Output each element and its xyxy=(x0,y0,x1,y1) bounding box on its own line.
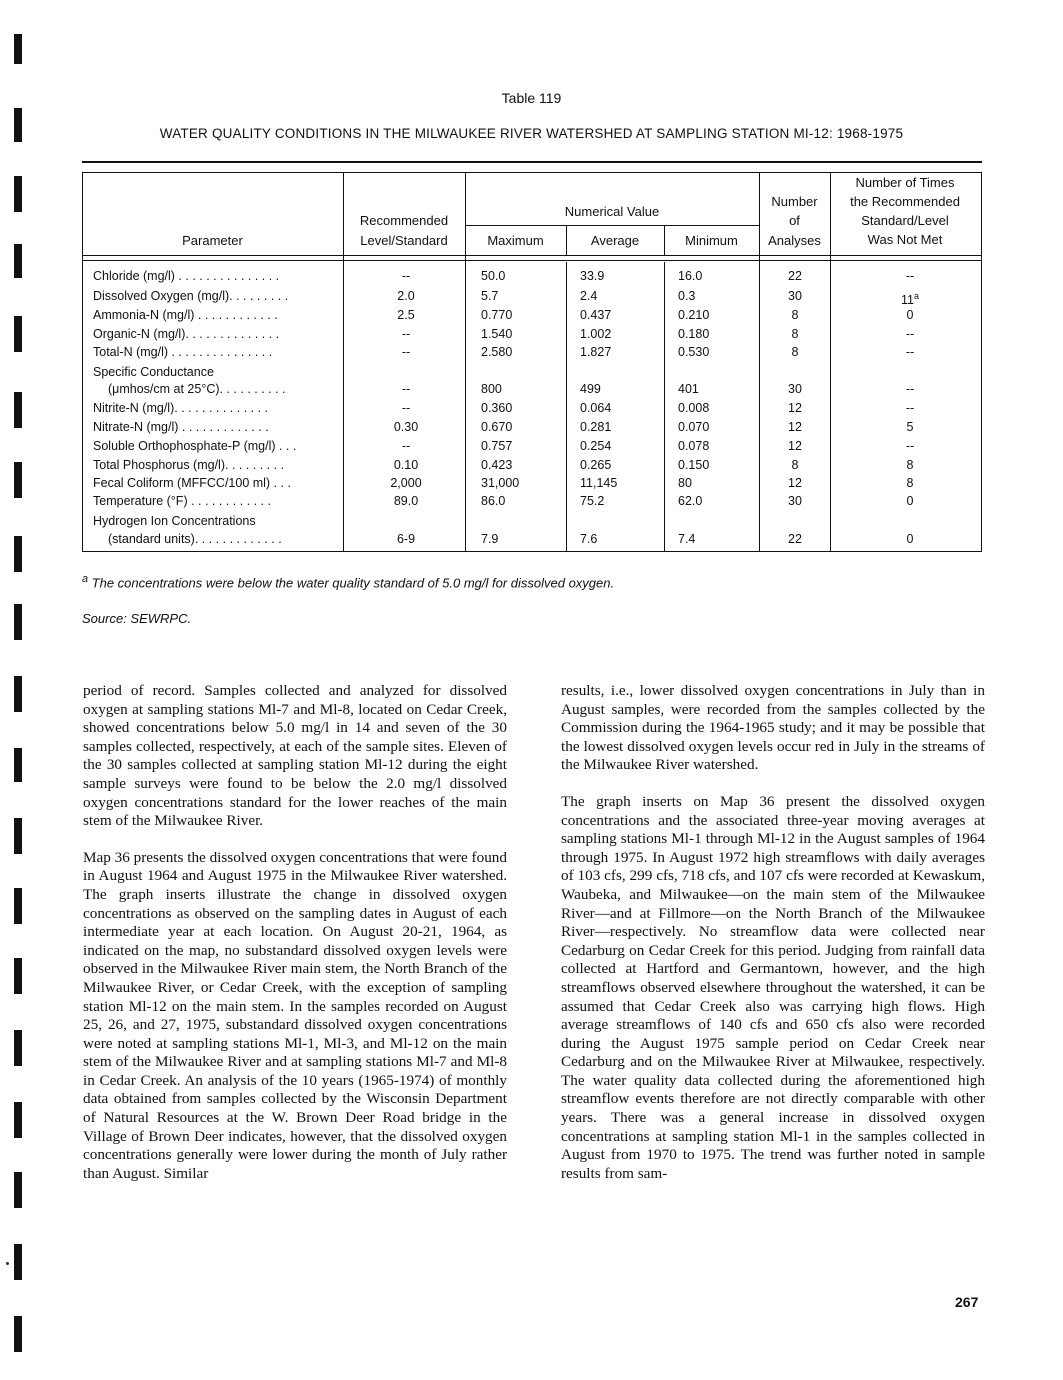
cell-times-not-met: 0 xyxy=(906,494,914,508)
text-column-left xyxy=(83,682,507,1201)
page-number: 267 xyxy=(955,1294,979,1310)
footnote-ref: a xyxy=(913,291,919,301)
cell-parameter: Ammonia-N (mg/l) . . . . . . . . . . . . xyxy=(93,308,278,322)
table-row xyxy=(0,343,1063,362)
table-source: Source: SEWRPC. xyxy=(82,611,192,626)
cell-maximum: 50.0 xyxy=(481,269,506,283)
cell-recommended: -- xyxy=(401,401,411,415)
cell-average: 33.9 xyxy=(580,269,605,283)
header-double-rule xyxy=(82,260,981,261)
cell-recommended: 2,000 xyxy=(390,476,422,490)
table-row xyxy=(0,380,1063,399)
cell-average: 0.437 xyxy=(580,308,612,322)
cell-times-not-met: 0 xyxy=(906,532,914,546)
header-maximum: Maximum xyxy=(487,233,544,248)
binder-mark xyxy=(14,1030,22,1066)
cell-maximum: 2.580 xyxy=(481,345,513,359)
cell-times-not-met: 8 xyxy=(906,458,914,472)
table-row xyxy=(0,512,1063,531)
table-row xyxy=(0,306,1063,325)
cell-minimum: 0.210 xyxy=(678,308,710,322)
cell-parameter: Specific Conductance xyxy=(93,365,214,379)
header-recommended-2: Level/Standard xyxy=(360,233,448,248)
cell-recommended: -- xyxy=(401,439,411,453)
binder-mark xyxy=(14,888,22,924)
text-column-right xyxy=(561,682,985,1201)
binder-mark xyxy=(14,748,22,782)
header-number-2: of xyxy=(789,213,800,228)
cell-parameter: Nitrate-N (mg/l) . . . . . . . . . . . . . xyxy=(93,420,269,434)
cell-analyses: 8 xyxy=(791,327,799,341)
cell-minimum: 0.070 xyxy=(678,420,710,434)
table-row xyxy=(0,325,1063,344)
cell-maximum: 0.423 xyxy=(481,458,513,472)
cell-parameter: Dissolved Oxygen (mg/l). . . . . . . . . xyxy=(93,289,289,303)
cell-parameter: Total Phosphorus (mg/l). . . . . . . . . xyxy=(93,458,285,472)
binder-mark xyxy=(14,1244,22,1280)
cell-average: 0.254 xyxy=(580,439,612,453)
cell-analyses: 12 xyxy=(788,401,802,415)
table-title: WATER QUALITY CONDITIONS IN THE MILWAUKEE RIVER WATERSHED AT SAMPLING STATION MI-12: 1968-1975 xyxy=(159,126,904,141)
binder-mark xyxy=(14,1172,22,1208)
footnote-marker: a xyxy=(82,573,89,585)
table-row xyxy=(0,418,1063,437)
cell-average: 75.2 xyxy=(580,494,605,508)
cell-maximum: 0.757 xyxy=(481,439,513,453)
cell-analyses: 22 xyxy=(788,532,802,546)
cell-analyses: 12 xyxy=(788,476,802,490)
cell-times-not-met: -- xyxy=(905,439,915,453)
cell-times-not-met: -- xyxy=(905,345,915,359)
binder-mark xyxy=(14,604,22,640)
header-parameter: Parameter xyxy=(182,233,243,248)
cell-times-not-met: 11$^a$ xyxy=(901,291,919,308)
binder-mark xyxy=(14,176,22,212)
table-footnote xyxy=(82,573,614,590)
cell-analyses: 22 xyxy=(788,269,802,283)
binder-mark xyxy=(14,676,22,712)
cell-maximum: 5.7 xyxy=(481,289,499,303)
cell-maximum: 0.770 xyxy=(481,308,513,322)
cell-maximum: 1.540 xyxy=(481,327,513,341)
table-row xyxy=(0,437,1063,456)
cell-analyses: 30 xyxy=(788,289,802,303)
cell-minimum: 0.180 xyxy=(678,327,710,341)
header-underline xyxy=(82,255,981,256)
paragraph: Map 36 presents the dissolved oxygen concentrations that were found in August 1964 and August 1975 in the Milwaukee River watershed. The graph inserts illustrate the change in dissolved oxygen concentrations as observed on the sampling dates in August of each intermediate year at each location. On August 20-21, 1964, as indicated on the map, no substandard dissolved oxygen levels were observed in the Milwaukee River main stem, the North Branch of the Milwaukee River, or Cedar Creek, with the exception of sampling station Ml-12 on the main stem. In the samples recorded on August 25, 26, and 27, 1975, substandard dissolved oxygen concentrations were noted at sampling stations Ml-1, Ml-3, and Ml-12 on the main stem of the Milwaukee River and at sampling stations Ml-7 and Ml-8 in Cedar Creek. An analysis of the 10 years (1965-1974) of monthly data obtained from samples collected by the Wisconsin Department of Natural Resources at the W. Brown Deer Road bridge in the Village of Brown Deer indicates, however, that the dissolved oxygen concentrations generally were lower during the month of July rather than August. Similar xyxy=(83,848,507,1182)
header-recommended-1: Recommended xyxy=(359,213,449,228)
cell-analyses: 8 xyxy=(791,308,799,322)
cell-parameter: Nitrite-N (mg/l). . . . . . . . . . . . . . xyxy=(93,401,269,415)
cell-recommended: -- xyxy=(401,327,411,341)
cell-recommended: 89.0 xyxy=(393,494,419,508)
cell-recommended: -- xyxy=(401,269,411,283)
cell-parameter: Hydrogen Ion Concentrations xyxy=(93,514,256,528)
cell-times-not-met: 8 xyxy=(906,476,914,490)
cell-times-not-met: 0 xyxy=(906,308,914,322)
cell-maximum: 0.670 xyxy=(481,420,513,434)
numerical-value-underline xyxy=(465,225,759,226)
binder-mark xyxy=(14,34,22,64)
cell-times-not-met: -- xyxy=(905,382,915,396)
header-number-3: Analyses xyxy=(768,233,821,248)
cell-average: 499 xyxy=(580,382,601,396)
table-row xyxy=(0,399,1063,418)
cell-times-not-met: 5 xyxy=(906,420,914,434)
table-row xyxy=(0,530,1063,549)
paragraph: results, i.e., lower dissolved oxygen concentrations in July than in August samples, were recorded from the samples collected by the Commission during the 1964-1965 study; and it may be possible that the lowest dissolved oxygen levels occur red in July in the streams of the Milwaukee River watershed. xyxy=(561,682,985,774)
cell-average: 0.064 xyxy=(580,401,612,415)
scan-speck xyxy=(6,1262,9,1265)
table-label: Table 119 xyxy=(501,90,562,106)
cell-minimum: 80 xyxy=(678,476,692,490)
cell-minimum: 7.4 xyxy=(678,532,696,546)
cell-minimum: 16.0 xyxy=(678,269,703,283)
cell-average: 7.6 xyxy=(580,532,598,546)
cell-maximum: 86.0 xyxy=(481,494,506,508)
cell-recommended: 0.30 xyxy=(393,420,419,434)
header-number-1: Number xyxy=(771,194,818,209)
header-times-2: the Recommended xyxy=(850,194,960,209)
cell-analyses: 12 xyxy=(788,420,802,434)
table-row xyxy=(0,474,1063,493)
cell-analyses: 8 xyxy=(791,458,799,472)
header-numerical-value: Numerical Value xyxy=(564,204,660,219)
header-times-4: Was Not Met xyxy=(867,232,943,247)
title-rule xyxy=(82,161,982,163)
header-minimum: Minimum xyxy=(685,233,738,248)
cell-maximum: 7.9 xyxy=(481,532,499,546)
cell-recommended: 2.0 xyxy=(397,289,415,303)
cell-minimum: 0.150 xyxy=(678,458,710,472)
table-row xyxy=(0,456,1063,475)
cell-recommended: 2.5 xyxy=(397,308,415,322)
cell-analyses: 8 xyxy=(791,345,799,359)
cell-average: 2.4 xyxy=(580,289,598,303)
cell-average: 11,145 xyxy=(580,476,618,490)
binder-mark xyxy=(14,1316,22,1352)
cell-parameter: Fecal Coliform (MFFCC/100 ml) . . . xyxy=(93,476,291,490)
cell-maximum: 0.360 xyxy=(481,401,513,415)
cell-analyses: 12 xyxy=(788,439,802,453)
cell-minimum: 0.530 xyxy=(678,345,710,359)
paragraph: The graph inserts on Map 36 present the dissolved oxygen concentrations and the associated three-year moving averages at sampling stations Ml-1 through Ml-12 in the August samples of 1964 through 1975. In August 1972 high streamflows with daily averages of 103 cfs, 299 cfs, 718 cfs, and 107 cfs were recorded at Kewaskum, Waubeka, and Milwaukee—on the main stem of the Milwaukee River—and at Fillmore—on the North Branch of the Milwaukee River—respectively. No streamflow data were collected near Cedarburg on Cedar Creek for this period. Judging from rainfall data collected at Hartford and Germantown, however, and the high streamflows observed elsewhere throughout the watershed, it can be assumed that Cedar Creek also was carrying high flows. High average streamflows of 140 cfs and 650 cfs also were recorded during the August 1975 sample period on Cedar Creek near Cedarburg and on the Milwaukee River at Milwaukee, respectively. The water quality data collected during the aforementioned high streamflow events therefore are not directly comparable with other years. There was a general increase in dissolved oxygen concentrations at sampling station Ml-1 in the samples collected in August from 1970 to 1975. The trend was further noted in sample results from sam- xyxy=(561,792,985,1182)
cell-minimum: 62.0 xyxy=(678,494,703,508)
table-row xyxy=(0,287,1063,306)
cell-analyses: 30 xyxy=(788,494,802,508)
cell-average: 0.281 xyxy=(580,420,612,434)
paragraph: period of record. Samples collected and analyzed for dissolved oxygen at sampling stations Ml-7 and Ml-8, located on Cedar Creek, showed concentrations below 5.0 mg/l in 14 and seven of the 30 samples collected, respectively, at each of the sample sites. Eleven of the 30 samples collected at sampling station Ml-12 during the eight sample surveys were found to be below the 2.0 mg/l dissolved oxygen concentrations standard for the lower reaches of the main stem of the Milwaukee River. xyxy=(83,682,507,830)
cell-recommended: 0.10 xyxy=(393,458,419,472)
binder-mark xyxy=(14,818,22,854)
cell-average: 1.827 xyxy=(580,345,612,359)
cell-average: 1.002 xyxy=(580,327,612,341)
binder-mark xyxy=(14,1102,22,1138)
cell-recommended: -- xyxy=(401,345,411,359)
cell-parameter: (standard units). . . . . . . . . . . . . xyxy=(108,532,282,546)
cell-minimum: 0.078 xyxy=(678,439,710,453)
cell-parameter: Soluble Orthophosphate-P (mg/l) . . . xyxy=(93,439,297,453)
cell-parameter: Organic-N (mg/l). . . . . . . . . . . . . . xyxy=(93,327,280,341)
cell-parameter: Temperature (°F) . . . . . . . . . . . . xyxy=(93,494,271,508)
cell-maximum: 800 xyxy=(481,382,502,396)
header-times-3: Standard/Level xyxy=(861,213,949,228)
cell-parameter: Chloride (mg/l) . . . . . . . . . . . . . . . xyxy=(93,269,280,283)
cell-recommended: 6-9 xyxy=(396,532,416,546)
footnote-text: The concentrations were below the water quality standard of 5.0 mg/l for dissolved oxygen. xyxy=(91,575,615,591)
table-row xyxy=(0,267,1063,286)
header-times-1: Number of Times xyxy=(855,175,955,190)
cell-analyses: 30 xyxy=(788,382,802,396)
cell-recommended: -- xyxy=(401,382,411,396)
cell-parameter: (μmhos/cm at 25°C). . . . . . . . . . xyxy=(108,382,286,396)
cell-times-not-met: -- xyxy=(905,327,915,341)
table-row xyxy=(0,492,1063,511)
cell-times-not-met: -- xyxy=(905,401,915,415)
cell-minimum: 0.008 xyxy=(678,401,710,415)
cell-parameter: Total-N (mg/l) . . . . . . . . . . . . . . . xyxy=(93,345,273,359)
cell-minimum: 401 xyxy=(678,382,699,396)
cell-maximum: 31,000 xyxy=(481,476,520,490)
binder-mark xyxy=(14,958,22,994)
header-average: Average xyxy=(590,233,640,248)
cell-average: 0.265 xyxy=(580,458,612,472)
cell-minimum: 0.3 xyxy=(678,289,696,303)
cell-times-not-met: -- xyxy=(905,269,915,283)
